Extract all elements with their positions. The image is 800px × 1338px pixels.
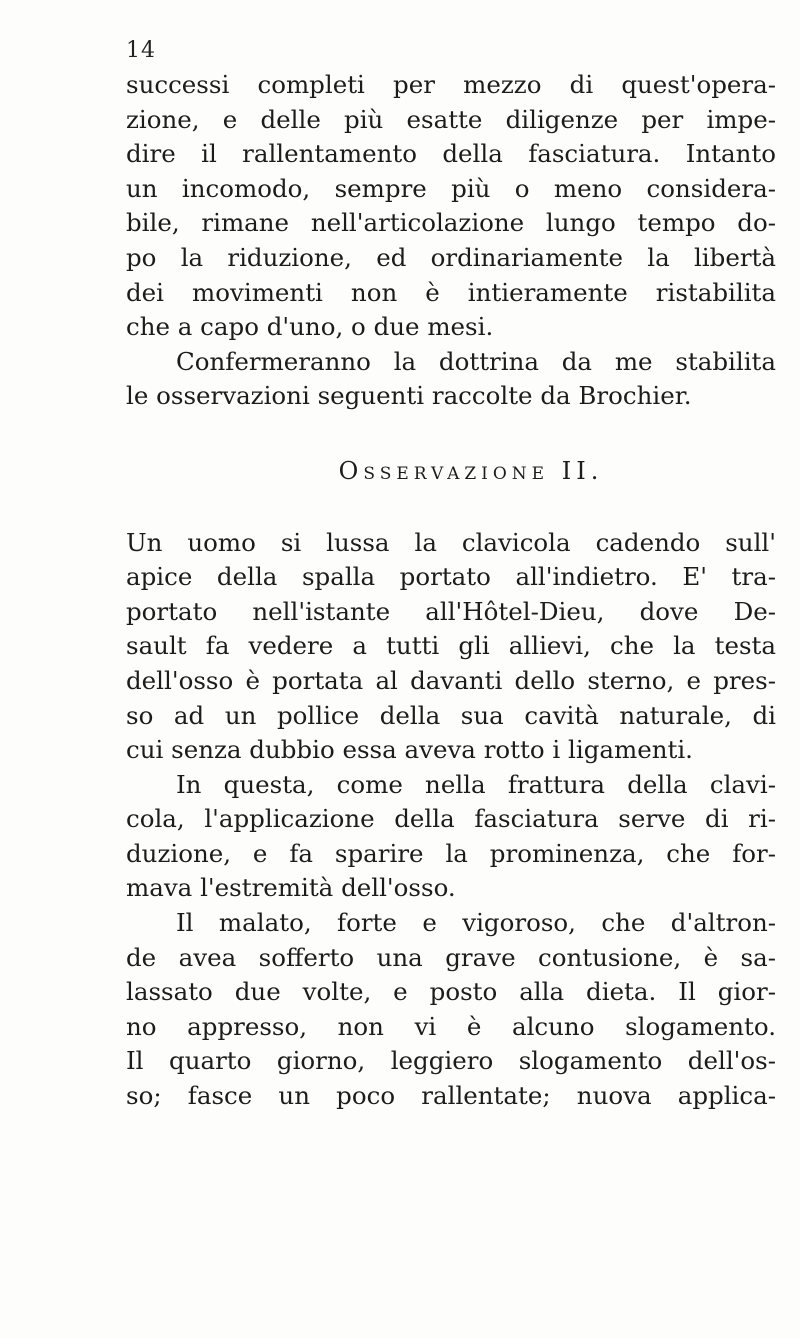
text-line: po la riduzione, ed ordinariamente la libertà [126, 242, 776, 272]
text-line: lassato due volte, e posto alla dieta. Il gior- [126, 977, 776, 1007]
text-line: dell'osso è portata al davanti dello sterno, e pres- [126, 665, 776, 695]
text-line: duzione, e fa sparire la prominenza, che for- [126, 838, 776, 868]
text-line: sault fa vedere a tutti gli allievi, che la testa [126, 631, 776, 661]
text-line: che a capo d'uno, o due mesi. [126, 312, 494, 342]
text-line: bile, rimane nell'articolazione lungo tempo do- [126, 208, 776, 238]
text-line: cui senza dubbio essa aveva rotto i ligamenti. [126, 735, 693, 765]
text-line: portato nell'istante all'Hôtel-Dieu, dove De- [126, 596, 776, 626]
text-line: le osservazioni seguenti raccolte da Brochier. [126, 381, 692, 411]
text-line: apice della spalla portato all'indietro. E' tra- [126, 562, 776, 592]
text-line: Confermeranno la dottrina da me stabilita [176, 346, 776, 376]
text-line: cola, l'applicazione della fasciatura serve di ri- [126, 804, 776, 834]
text-line: dei movimenti non è intieramente ristabilita [126, 277, 776, 307]
text-line: mava l'estremità dell'osso. [126, 873, 456, 903]
text-line: Il malato, forte e vigoroso, che d'altron- [176, 908, 776, 938]
text-line: dire il rallentamento della fasciatura. Intanto [126, 139, 776, 169]
section-heading [126, 454, 776, 492]
text-line: Il quarto giorno, leggiero slogamento dell'os- [126, 1046, 776, 1076]
text-line: zione, e delle più esatte diligenze per impe- [126, 104, 776, 134]
text-line: In questa, come nella frattura della clavi- [176, 769, 776, 799]
page-number: 14 [126, 38, 156, 63]
heading-initial: O [338, 456, 364, 485]
text-line: no appresso, non vi è alcuno slogamento. [126, 1011, 776, 1041]
text-line: so ad un pollice della sua cavità naturale, di [126, 700, 776, 730]
heading-numeral: II. [561, 456, 604, 485]
text-line: un incomodo, sempre più o meno considera- [126, 173, 776, 203]
text-line: Un uomo si lussa la clavicola cadendo sull' [126, 527, 776, 557]
heading-word: SSERVAZIONE [363, 463, 550, 484]
text-line: de avea sofferto una grave contusione, è sa- [126, 942, 776, 972]
text-line: so; fasce un poco rallentate; nuova applica- [126, 1081, 776, 1111]
text-line: successi completi per mezzo di quest'opera- [126, 70, 776, 99]
body-text [126, 68, 776, 1114]
